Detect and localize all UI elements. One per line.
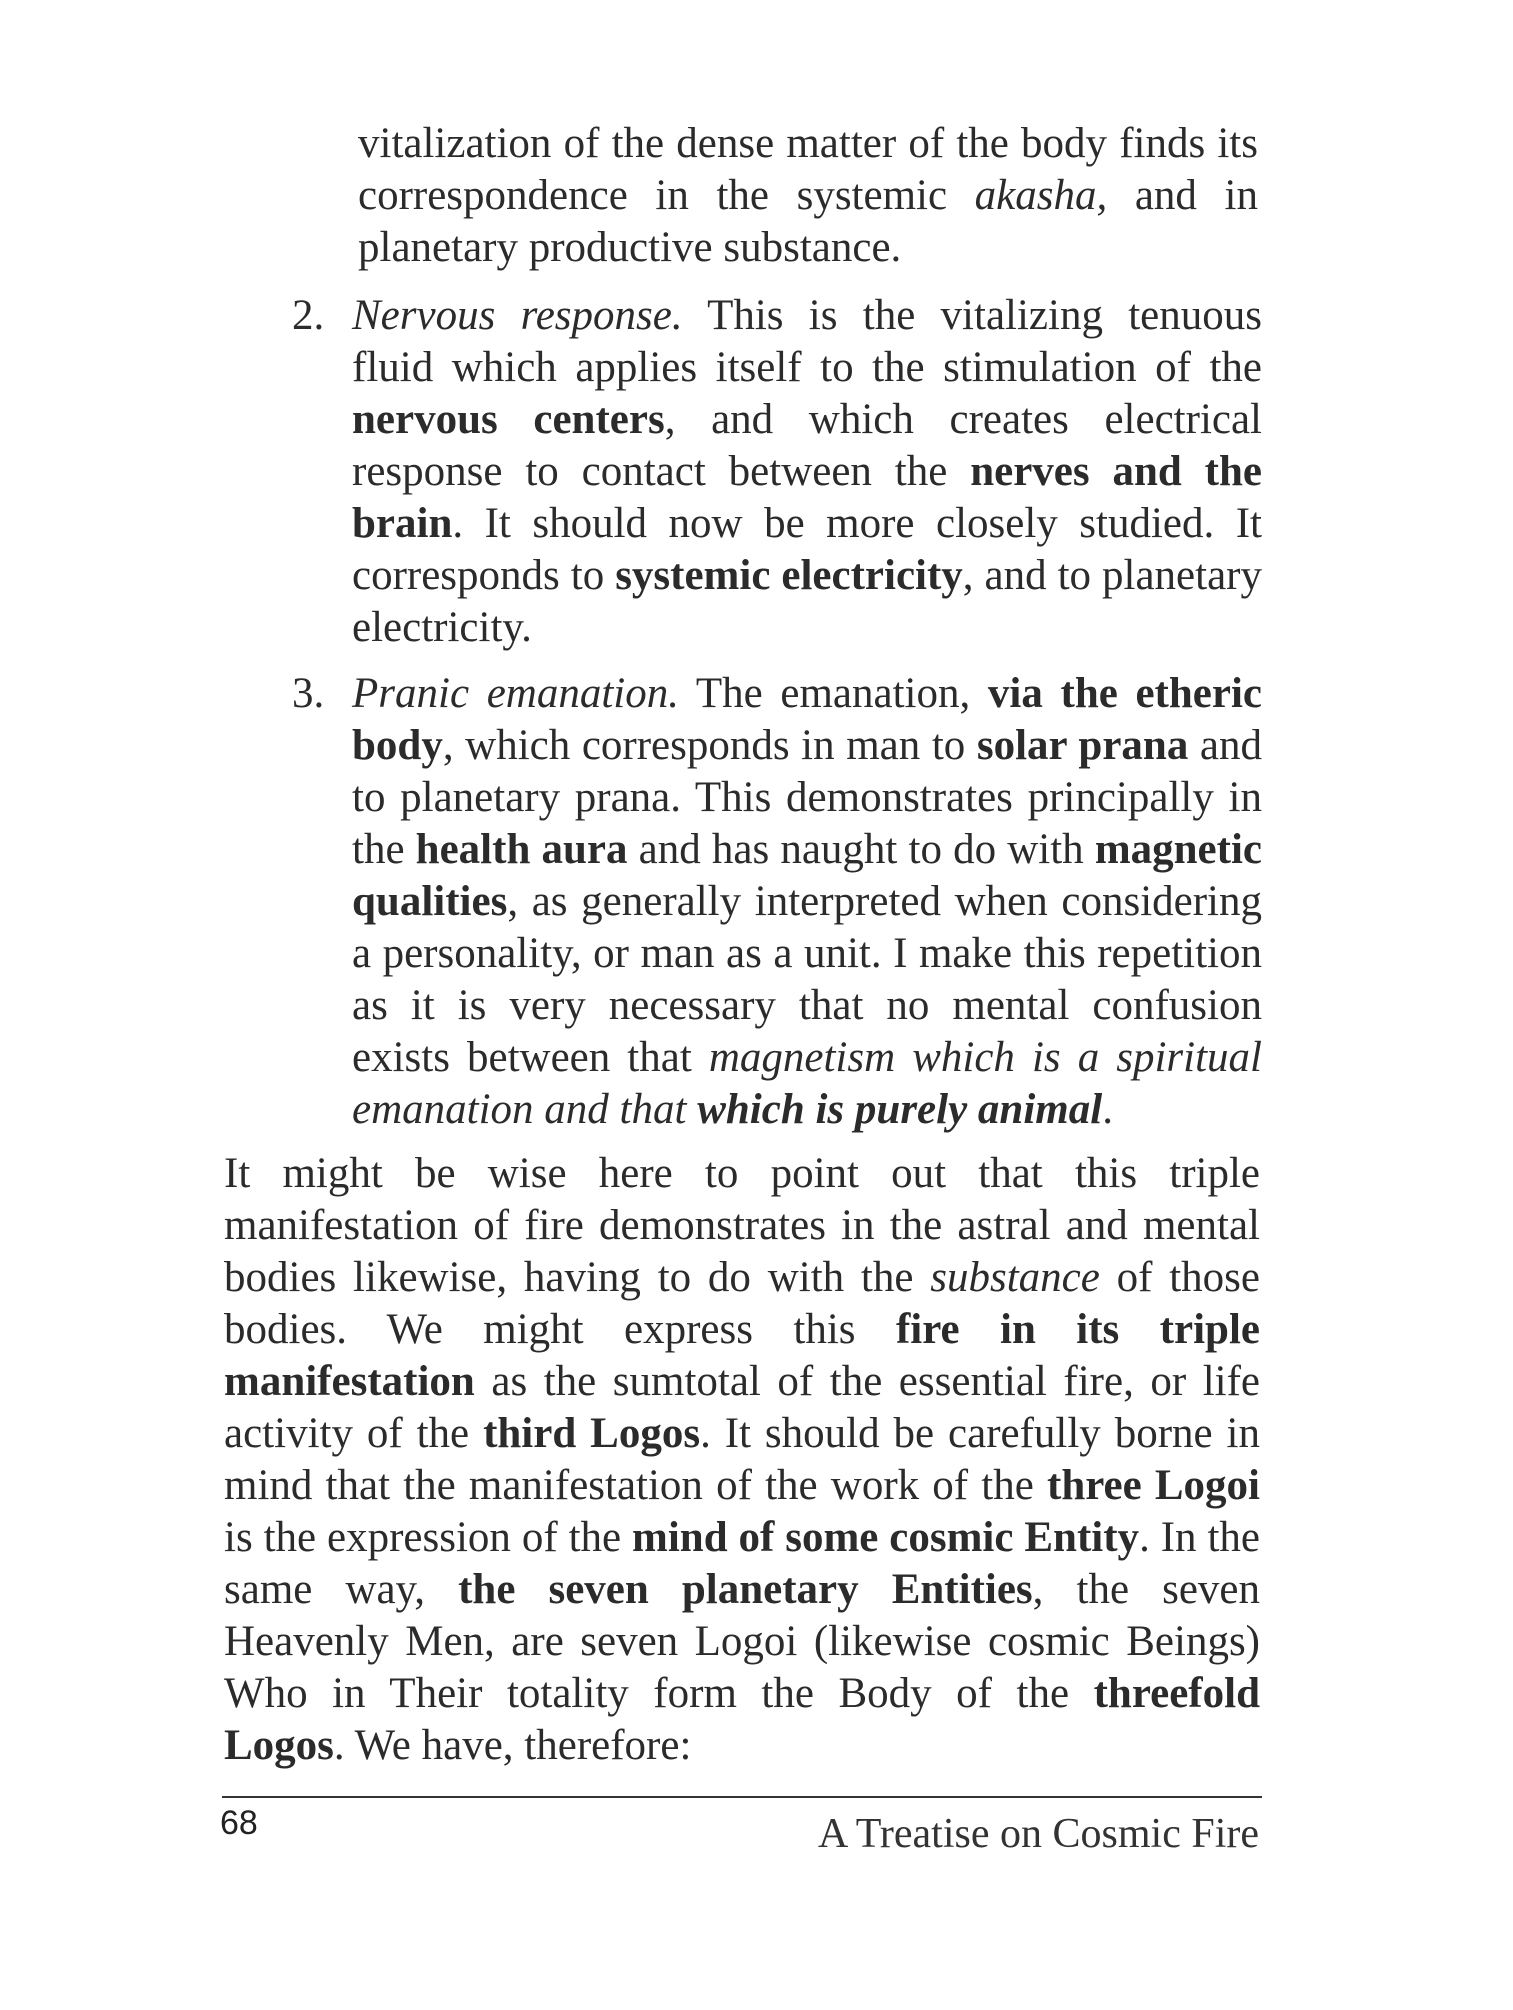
text-run: is the expression of the (224, 1514, 633, 1561)
text-run: The emanation, (678, 670, 988, 717)
closing-paragraph (224, 1148, 1260, 1772)
list-number: 2. (292, 292, 325, 339)
bold-run: systemic electricity (615, 552, 963, 599)
bold-run: fire in its triple manifestation (224, 1306, 1260, 1405)
text-run: and to planetary prana. This demonstrates principally in the (352, 722, 1262, 873)
bold-run: magnetic qualities (352, 826, 1262, 925)
list-term: Pranic emanation. (352, 670, 679, 717)
text-run: . It should now be more closely studied. It corresponds to (352, 500, 1262, 599)
bold-run: health aura (415, 826, 628, 873)
bold-run: the seven planetary Entities (458, 1566, 1033, 1613)
text-run: . It should be carefully borne in mind that the manifestation of the work of the (224, 1410, 1260, 1509)
text-run: It might be wise here to point out that this triple manifestation of fire demonstrates in the astral and mental bodies likewise, having to do with the (224, 1150, 1260, 1301)
page-number: 68 (220, 1804, 258, 1842)
bold-run: via the etheric body (352, 670, 1262, 769)
bold-run: nervous centers (352, 396, 665, 443)
text-run: as the sumtotal of the essential fire, or life activity of the (224, 1358, 1260, 1457)
bold-run: nerves and the brain (352, 448, 1262, 547)
list-item-body (352, 290, 1262, 654)
list-term: Nervous response. (352, 292, 683, 339)
italic-run: substance (930, 1254, 1100, 1301)
book-title: A Treatise on Cosmic Fire (817, 1811, 1259, 1857)
italic-run: magnetism which is a spiritual emanation and that (352, 1034, 1263, 1133)
text-run: This is the vitalizing tenuous fluid which applies itself to the stimulation of the (352, 292, 1262, 391)
text-run: , the seven Heavenly Men, are seven Logoi (likewise cosmic Beings) Who in Their totality form the Body of the (224, 1566, 1261, 1717)
text-run: of those bodies. We might express this (224, 1254, 1260, 1353)
footer-rule (222, 1796, 1262, 1798)
list-item-2 (292, 290, 1262, 654)
text-run: , which corresponds in man to (442, 722, 977, 769)
text-run: , and which creates electrical response to contact between the (352, 396, 1263, 495)
text-run: . In the same way, (224, 1514, 1260, 1613)
bold-run: mind of some cosmic Entity (632, 1514, 1140, 1561)
text-run: , and to planetary electricity. (352, 552, 1262, 651)
list-item-body (352, 668, 1262, 1136)
lead-paragraph (358, 118, 1258, 274)
text-run: . (1102, 1086, 1113, 1133)
bold-run: solar prana (976, 722, 1189, 769)
bold-run: third Logos (483, 1410, 701, 1457)
list-number: 3. (292, 670, 325, 717)
lead-text: vitalization of the dense matter of the body finds its correspondence in the systemic (358, 120, 1258, 219)
bold-italic-run: which is purely animal (697, 1086, 1103, 1133)
text-run: . We have, therefore: (333, 1722, 692, 1769)
lead-tail: and in planetary productive substance. (358, 172, 1258, 271)
list-item-3 (292, 668, 1262, 1136)
bold-run: three Logoi (1047, 1462, 1261, 1509)
bold-run: threefold Logos (224, 1670, 1260, 1769)
lead-italic: akasha, (974, 172, 1108, 219)
text-run: , as generally interpreted when considering a personality, or man as a unit. I make this repetition as it is very necessary that no mental confusion exists between that (352, 878, 1262, 1081)
text-run: and has naught to do with (627, 826, 1095, 873)
